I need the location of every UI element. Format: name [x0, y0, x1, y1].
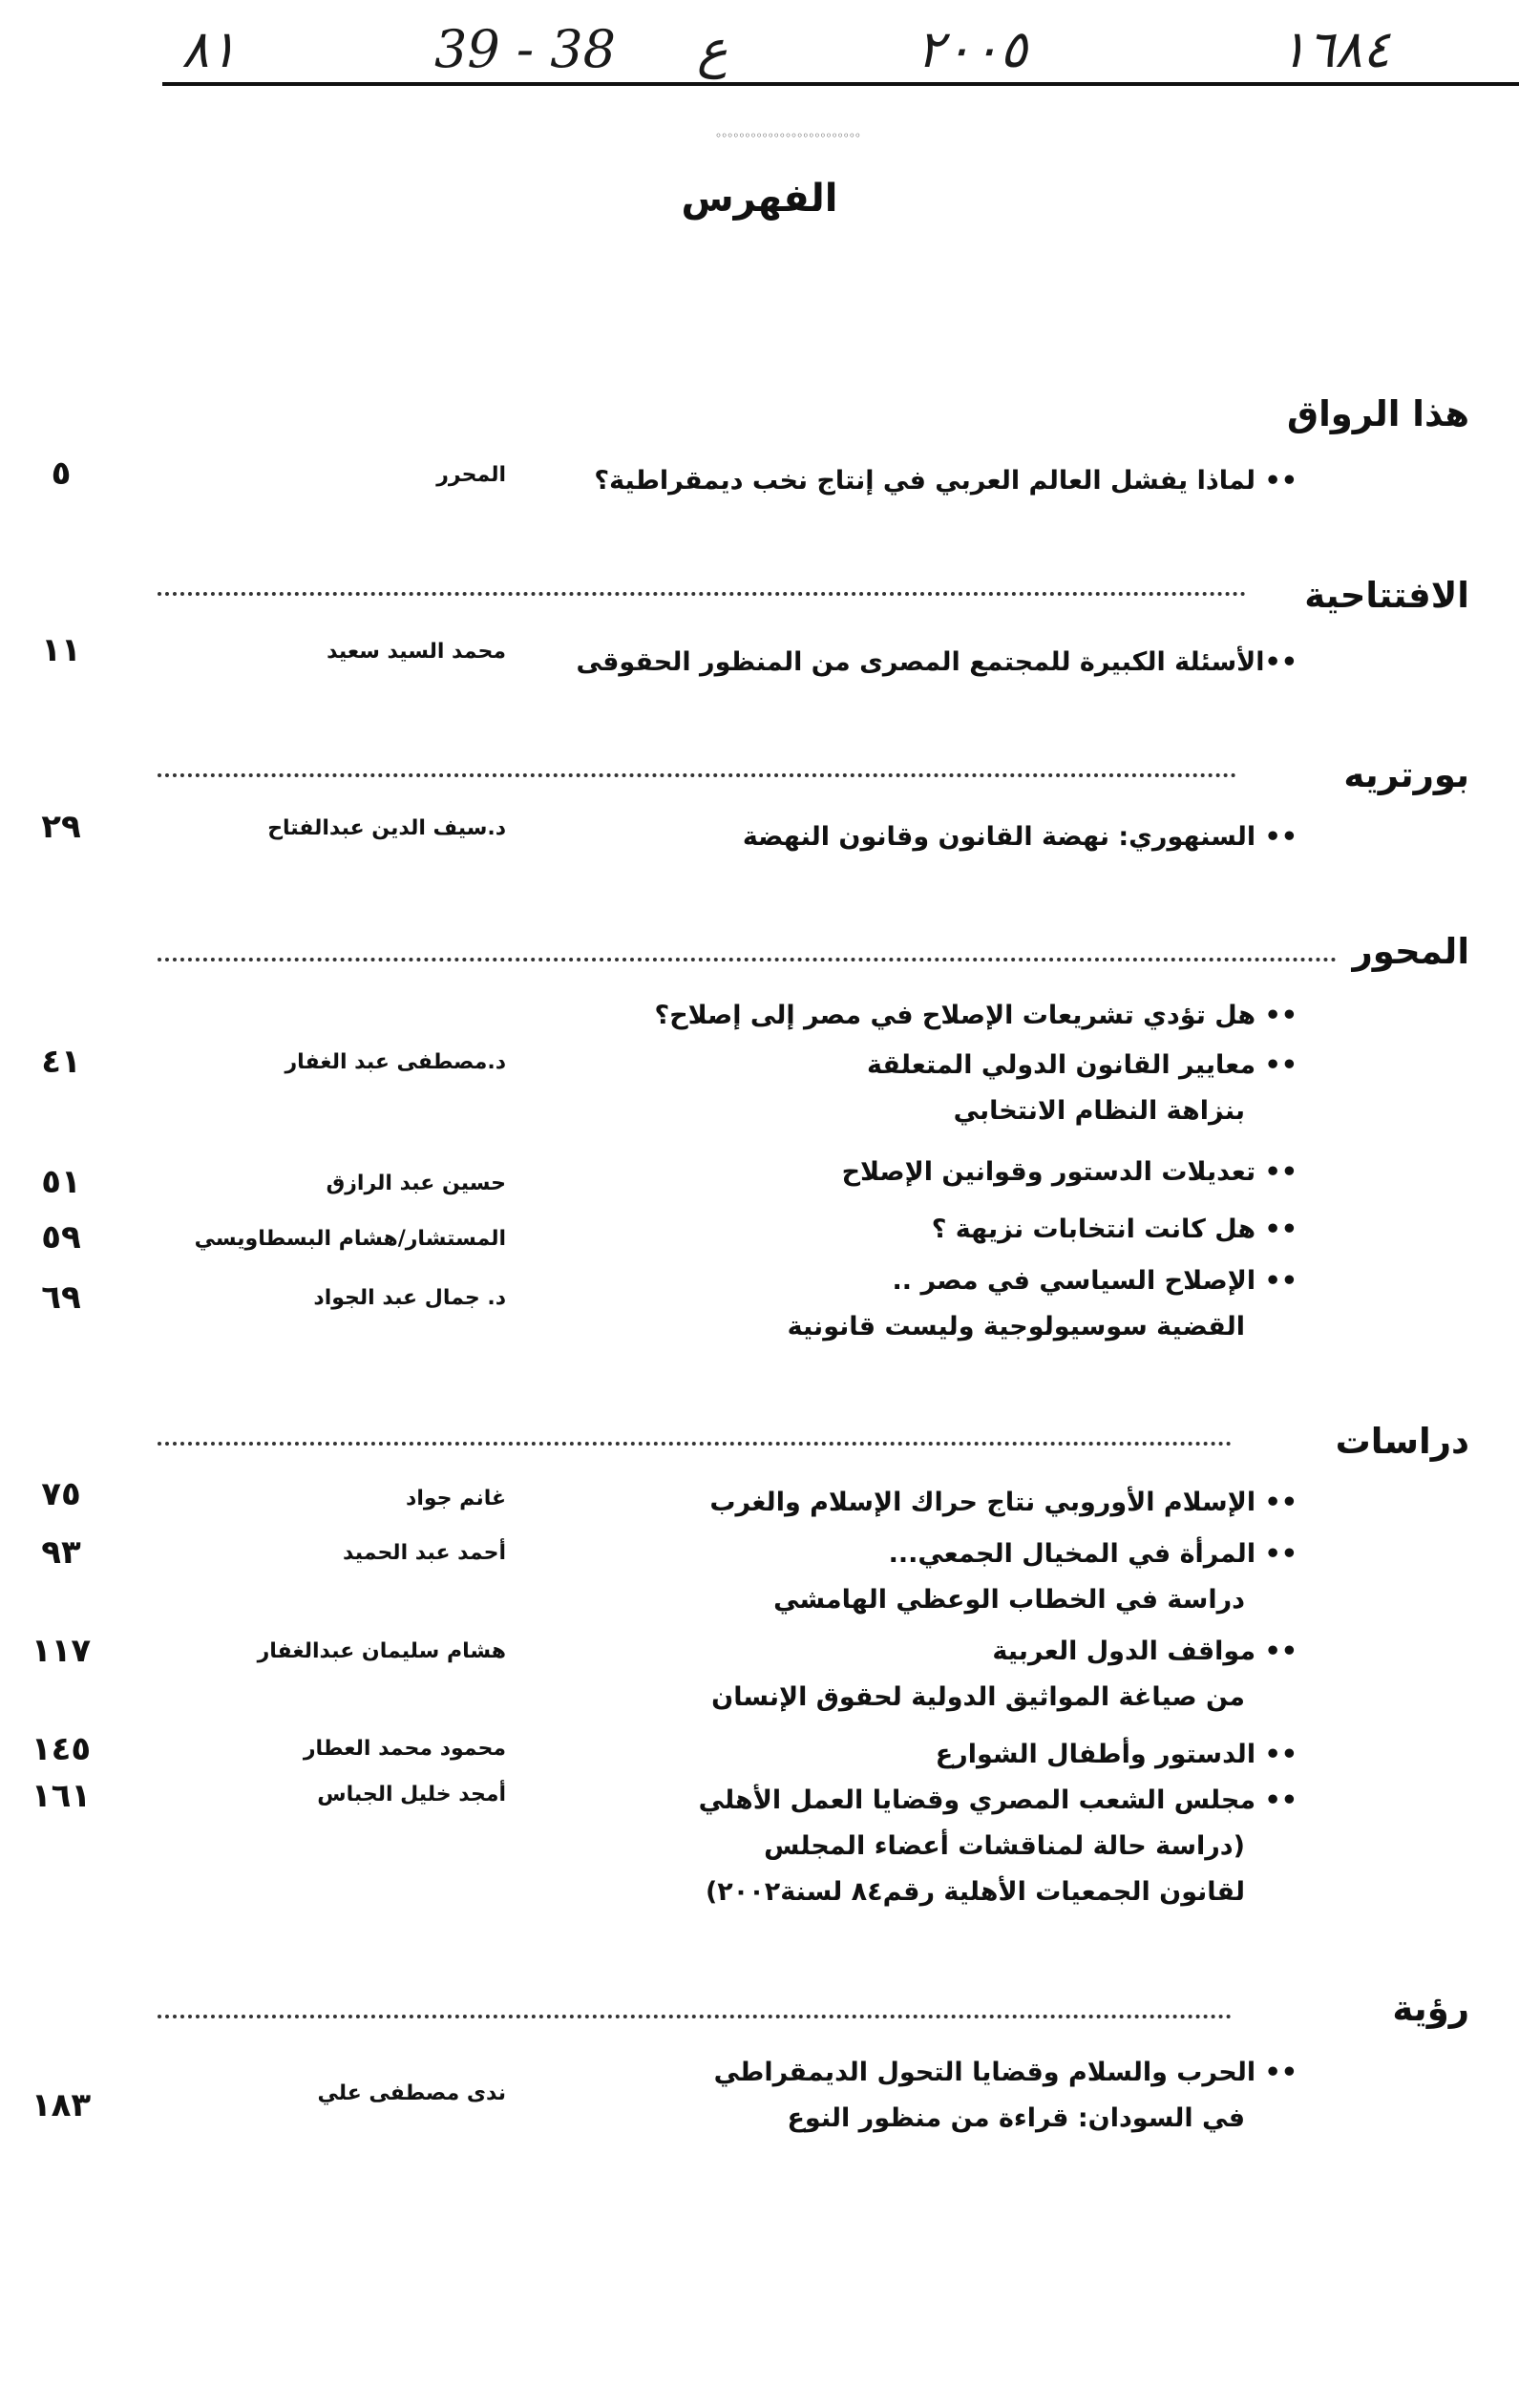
section-heading-axis: المحور	[1352, 931, 1469, 972]
toc-entry-title[interactable]: ••الأسئلة الكبيرة للمجتمع المصرى من المنظور الحقوقى	[576, 647, 1297, 677]
toc-entry-page: ١٨٣	[31, 2086, 92, 2124]
toc-entry-page: ٤١	[41, 1043, 81, 1081]
handwritten-year: ٢٠٠٥	[917, 19, 1028, 79]
page-title: الفهرس	[681, 177, 838, 221]
section-heading-rewaq: هذا الرواق	[1287, 393, 1469, 434]
section-heading-editorial: الافتتاحية	[1304, 575, 1469, 616]
section-leader	[158, 592, 1246, 596]
toc-entry-author: المحرر	[436, 463, 506, 487]
section-leader	[158, 773, 1236, 777]
toc-entry-title[interactable]: •• لماذا يفشل العالم العربي في إنتاج نخب ديمقراطية؟	[594, 466, 1297, 496]
section-heading-studies: دراسات	[1335, 1421, 1469, 1462]
toc-entry-page: ١٤٥	[31, 1730, 92, 1768]
toc-entry-author: غانم جواد	[406, 1487, 506, 1510]
toc-entry-title[interactable]: •• السنهوري: نهضة القانون وقانون النهضة	[742, 822, 1297, 852]
toc-entry-title[interactable]: •• مواقف الدول العربية من صياغة المواثيق الدولية لحقوق الإنسان	[711, 1637, 1297, 1712]
toc-entry-page: ٩٣	[41, 1533, 81, 1572]
toc-entry-title[interactable]: •• هل كانت انتخابات نزيهة ؟	[931, 1215, 1297, 1244]
toc-entry-title[interactable]: •• الإسلام الأوروبي نتاج حراك الإسلام والغرب	[709, 1488, 1297, 1517]
handwritten-number-right: ١٦٨٤	[1279, 19, 1391, 79]
toc-entry-title[interactable]: •• هل تؤدي تشريعات الإصلاح في مصر إلى إصلاح؟	[654, 1001, 1297, 1030]
toc-entry-author: د. جمال عبد الجواد	[313, 1286, 506, 1310]
toc-entry-title[interactable]: •• الإصلاح السياسي في مصر .. القضية سوسيولوجية وليست قانونية	[787, 1266, 1297, 1341]
toc-entry-page: ٢٩	[41, 808, 81, 846]
toc-entry-author: ندى مصطفى علي	[317, 2081, 506, 2105]
section-heading-portrait: بورتريه	[1343, 754, 1469, 795]
toc-entry-author: أحمد عبد الحميد	[343, 1541, 506, 1565]
toc-entry-title[interactable]: •• الدستور وأطفال الشوارع	[935, 1740, 1297, 1769]
toc-entry-author: هشام سليمان عبدالغفار	[257, 1639, 506, 1663]
toc-entry-title[interactable]: •• مجلس الشعب المصري وقضايا العمل الأهلي (دراسة حالة لمناقشات أعضاء المجلس لقانون الجمعيات الأهلية رقم٨٤ لسنة٢٠٠٢)	[698, 1785, 1297, 1907]
toc-entry-author: د.مصطفى عبد الغفار	[285, 1050, 506, 1074]
toc-entry-title[interactable]: •• معايير القانون الدولي المتعلقة بنزاهة النظام الانتخابي	[866, 1050, 1297, 1126]
toc-entry-page: ١٦١	[31, 1777, 92, 1815]
toc-entry-title[interactable]: •• المرأة في المخيال الجمعي... دراسة في الخطاب الوعظي الهامشي	[773, 1539, 1297, 1615]
toc-entry-author: المستشار/هشام البسطاويسي	[194, 1227, 506, 1251]
handwritten-letter: ع	[697, 19, 728, 79]
toc-entry-author: حسين عبد الرازق	[326, 1172, 506, 1195]
toc-entry-page: ٧٥	[41, 1475, 81, 1513]
toc-entry-title[interactable]: •• تعديلات الدستور وقوانين الإصلاح	[841, 1157, 1297, 1187]
toc-entry-page: ١١	[41, 631, 81, 669]
handwritten-issue-numbers: 39 - 38	[434, 19, 617, 79]
section-leader	[158, 1442, 1232, 1446]
section-heading-vision: رؤية	[1392, 1988, 1469, 2029]
toc-entry-author: د.سيف الدين عبدالفتاح	[267, 816, 506, 840]
toc-entry-author: محمود محمد العطار	[303, 1737, 506, 1761]
title-ornament: ◦◦◦◦◦◦◦◦◦◦◦◦◦◦◦◦◦◦◦◦◦◦◦◦◦	[715, 129, 860, 142]
toc-entry-page: ٥١	[41, 1163, 81, 1201]
handwritten-number-left: ٨١	[181, 19, 238, 79]
toc-entry-page: ٦٩	[41, 1278, 81, 1317]
toc-entry-author: أمجد خليل الجباس	[317, 1783, 506, 1806]
header-rule	[162, 82, 1519, 86]
toc-entry-page: ٥	[51, 454, 72, 493]
section-leader	[158, 958, 1337, 961]
toc-entry-title[interactable]: •• الحرب والسلام وقضايا التحول الديمقراطي في السودان: قراءة من منظور النوع	[713, 2058, 1297, 2133]
toc-entry-page: ١١٧	[31, 1632, 92, 1670]
toc-entry-author: محمد السيد سعيد	[327, 640, 506, 664]
section-leader	[158, 2015, 1232, 2018]
toc-entry-page: ٥٩	[41, 1218, 81, 1257]
